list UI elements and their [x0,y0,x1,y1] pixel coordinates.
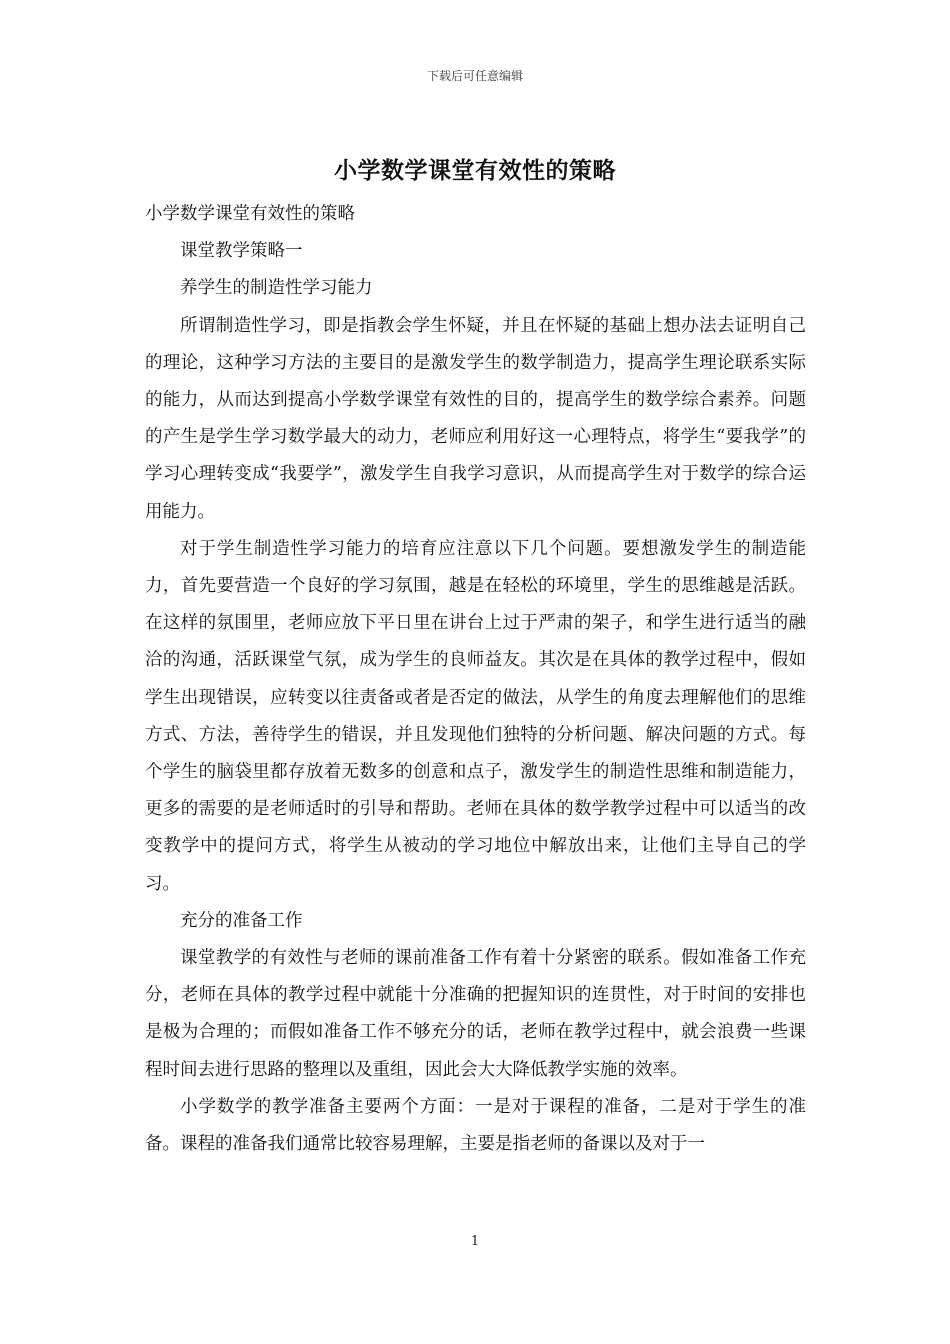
paragraph-subtitle: 小学数学课堂有效性的策略 [145,204,355,224]
paragraph-heading-creative-learning: 养学生的制造性学习能力 [180,278,373,299]
paragraph-body: 所谓制造性学习，即是指教会学生怀疑，并且在怀疑的基础上想办法去证明自己的理论，这种学习方法的主要目的是激发学生的数学制造力，提高学生理论联系实际的能力，从而达到提高小学数学课堂有效性的目的，提高学生的数学综合素养。问题的产生是学生学习数学最大的动力，老师应利用好这一心理特点，将学生“要我学”的学习心理转变成“我要学”，激发学生自我学习意识，从而提高学生对于数学的综合运用能力。 [145,315,806,522]
document-title: 小学数学课堂有效性的策略 [334,157,616,184]
paragraph-body: 小学数学的教学准备主要两个方面：一是对于课程的准备，二是对于学生的准备。课程的准备我们通常比较容易理解，主要是指老师的备课以及对于一 [145,1096,806,1155]
document-body [145,196,806,1163]
paragraph-body: 课堂教学的有效性与老师的课前准备工作有着十分紧密的联系。假如准备工作充分，老师在具体的教学过程中就能十分准确的把握知识的连贯性，对于时间的安排也是极为合理的；而假如准备工作不够充分的话，老师在教学过程中，就会浪费一些课程时间去进行思路的整理以及重组，因此会大大降低教学实施的效率。 [145,948,806,1080]
paragraph-body: 对于学生制造性学习能力的培育应注意以下几个问题。要想激发学生的制造能力，首先要营造一个良好的学习氛围，越是在轻松的环境里，学生的思维越是活跃。在这样的氛围里，老师应放下平日里在讲台上过于严肃的架子，和学生进行适当的融洽的沟通，活跃课堂气氛，成为学生的良师益友。其次是在具体的教学过程中，假如学生出现错误，应转变以往责备或者是否定的做法，从学生的角度去理解他们的思维方式、方法，善待学生的错误，并且发现他们独特的分析问题、解决问题的方式。每个学生的脑袋里都存放着无数多的创意和点子，激发学生的制造性思维和制造能力，更多的需要的是老师适时的引导和帮助。老师在具体的数学教学过程中可以适当的改变教学中的提问方式，将学生从被动的学习地位中解放出来，让他们主导自己的学习。 [145,538,806,894]
header-note: 下载后可任意编辑 [426,69,523,83]
page-number: 1 [470,1234,480,1249]
paragraph-heading-strategy-one: 课堂教学策略一 [180,241,303,262]
paragraph-heading-preparation: 充分的准备工作 [180,910,303,931]
